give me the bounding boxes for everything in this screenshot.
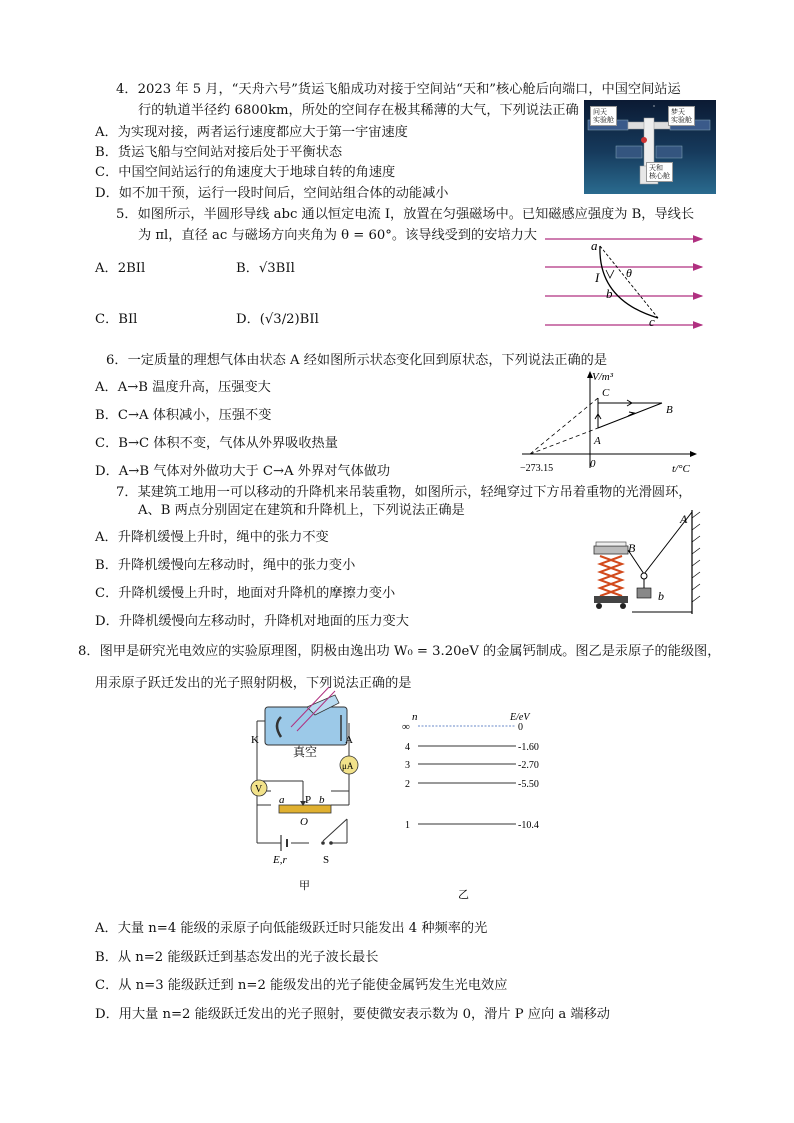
q5-option-c: C．BIl (95, 312, 138, 327)
vacuum-label: 真空 (293, 745, 318, 759)
origin-label: 0 (590, 458, 596, 470)
q6-option-c: C．B→C 体积不变，气体从外界吸收热量 (95, 436, 338, 451)
q4-option-b: B．货运飞船与空间站对接后处于平衡状态 (95, 145, 343, 160)
point-B-label: B (628, 541, 636, 555)
point-A-label: A (680, 512, 688, 526)
label-c: c (649, 314, 655, 329)
q6-stem: 6．一定质量的理想气体由状态 A 经如图所示状态变化回到原状态，下列说法正确的是 (106, 353, 608, 368)
level-3-n: 3 (405, 760, 410, 771)
q6-vt-graph (520, 368, 700, 478)
mercury-energy-levels (398, 710, 558, 910)
n-header: n (412, 711, 418, 723)
q6-option-d: D．A→B 气体对外做功大于 C→A 外界对气体做功 (95, 464, 391, 479)
q8-option-d: D．用大量 n=2 能级跃迁发出的光子照射，要使微安表示数为 0，滑片 P 应向 a 端移动 (95, 1007, 610, 1022)
q5-option-d: D．(√3/2)BIl (236, 312, 319, 327)
q8-option-a: A．大量 n=4 能级的汞原子向低能级跃迁时只能发出 4 种频率的光 (95, 921, 488, 936)
label-tianhe: 天和 核心舱 (646, 162, 673, 182)
axis-t-label: t/°C (672, 463, 690, 475)
figure-jia-caption: 甲 (299, 880, 310, 892)
cathode-K-label: K (251, 734, 259, 746)
state-a-label: A (594, 435, 601, 447)
voltmeter-label: V (255, 784, 263, 795)
level-3-E: -2.70 (518, 760, 539, 771)
q8-stem-line2: 用汞原子跃迁发出的光子照射阴极，下列说法正确的是 (95, 676, 412, 691)
point-b-label: b (658, 589, 664, 603)
q8-option-c: C．从 n=3 能级跃迁到 n=2 能级发出的光子能使金属钙发生光电效应 (95, 978, 508, 993)
level-inf-n: ∞ (402, 721, 410, 733)
q7-stem-line2: A、B 两点分别固定在建筑和升降机上，下列说法正确是 (138, 503, 465, 518)
q5-stem-line2: 为 πl，直径 ac 与磁场方向夹角为 θ = 60°。该导线受到的安培力大 (138, 228, 537, 243)
label-theta: θ (626, 266, 632, 280)
label-wentian: 问天 实验舱 (590, 106, 617, 126)
q4-option-a: A．为实现对接，两者运行速度都应大于第一宇宙速度 (95, 125, 408, 140)
level-inf-E: 0 (518, 722, 523, 733)
q4-option-d: D．如不加干预，运行一段时间后，空间站组合体的动能减小 (95, 186, 449, 201)
q7-option-d: D．升降机缓慢向左移动时，升降机对地面的压力变大 (95, 614, 409, 629)
axis-v-label: V/m³ (592, 371, 614, 383)
q7-lift-figure (592, 508, 712, 618)
q8-stem-line1: 8．图甲是研究光电效应的实验原理图，阴极由逸出功 W₀ = 3.20eV 的金属钙制成。图乙是汞原子的能级图， (78, 644, 721, 659)
q4-option-c: C．中国空间站运行的角速度大于地球自转的角速度 (95, 165, 396, 180)
slider-P-label: P (305, 794, 312, 806)
q5-stem-line1: 5．如图所示，半圆形导线 abc 通以恒定电流 I，放置在匀强磁场中。已知磁感应强度为 B，导线长 (116, 207, 695, 222)
slider-b-label: b (319, 794, 325, 806)
level-2-n: 2 (405, 779, 410, 790)
slider-a-label: a (279, 794, 285, 806)
photoelectric-circuit (245, 693, 375, 898)
q4-stem-line1: 4．2023 年 5 月，“天舟六号”货运飞船成功对接于空间站“天和”核心舱后向端口，中国空间站运 (116, 82, 681, 97)
tick-label: −273.15 (520, 463, 554, 474)
q7-option-a: A．升降机缓慢上升时，绳中的张力不变 (95, 530, 329, 545)
level-1-E: -10.4 (518, 820, 539, 831)
switch-S-label: S (323, 854, 330, 866)
q8-option-b: B．从 n=2 能级跃迁到基态发出的光子波长最长 (95, 950, 379, 965)
label-I: I (595, 270, 600, 285)
battery-label: E,r (273, 854, 287, 866)
q4-stem-line2: 行的轨道半径约 6800km，所处的空间存在极其稀薄的大气，下列说法正确 (138, 103, 579, 118)
E-header: E/eV (510, 712, 530, 723)
level-4-n: 4 (405, 742, 410, 753)
label-b: b (606, 286, 613, 301)
state-b-label: B (666, 404, 673, 416)
q7-stem-line1: 7．某建筑工地用一可以移动的升降机来吊装重物，如图所示，轻绳穿过下方吊着重物的光滑圆环， (116, 485, 692, 500)
q5-magnetic-field-figure (540, 230, 710, 330)
microammeter-label: μA (342, 761, 354, 771)
q6-option-b: B．C→A 体积减小，压强不变 (95, 408, 272, 423)
anode-A-label: A (345, 734, 353, 746)
q7-option-b: B．升降机缓慢向左移动时，绳中的张力变小 (95, 558, 356, 573)
q7-option-c: C．升降机缓慢上升时，地面对升降机的摩擦力变小 (95, 586, 396, 601)
label-a: a (591, 238, 598, 253)
level-4-E: -1.60 (518, 742, 539, 753)
level-2-E: -5.50 (518, 779, 539, 790)
state-c-label: C (602, 387, 610, 399)
level-1-n: 1 (405, 820, 410, 831)
q6-option-a: A．A→B 温度升高，压强变大 (95, 380, 271, 395)
q5-option-b: B．√3BIl (236, 261, 295, 276)
space-station-image (584, 100, 716, 194)
label-mengtian: 梦天 实验舱 (668, 106, 695, 126)
point-O-label: O (300, 816, 308, 828)
figure-yi-caption: 乙 (458, 889, 469, 901)
q5-option-a: A．2BIl (95, 261, 146, 276)
